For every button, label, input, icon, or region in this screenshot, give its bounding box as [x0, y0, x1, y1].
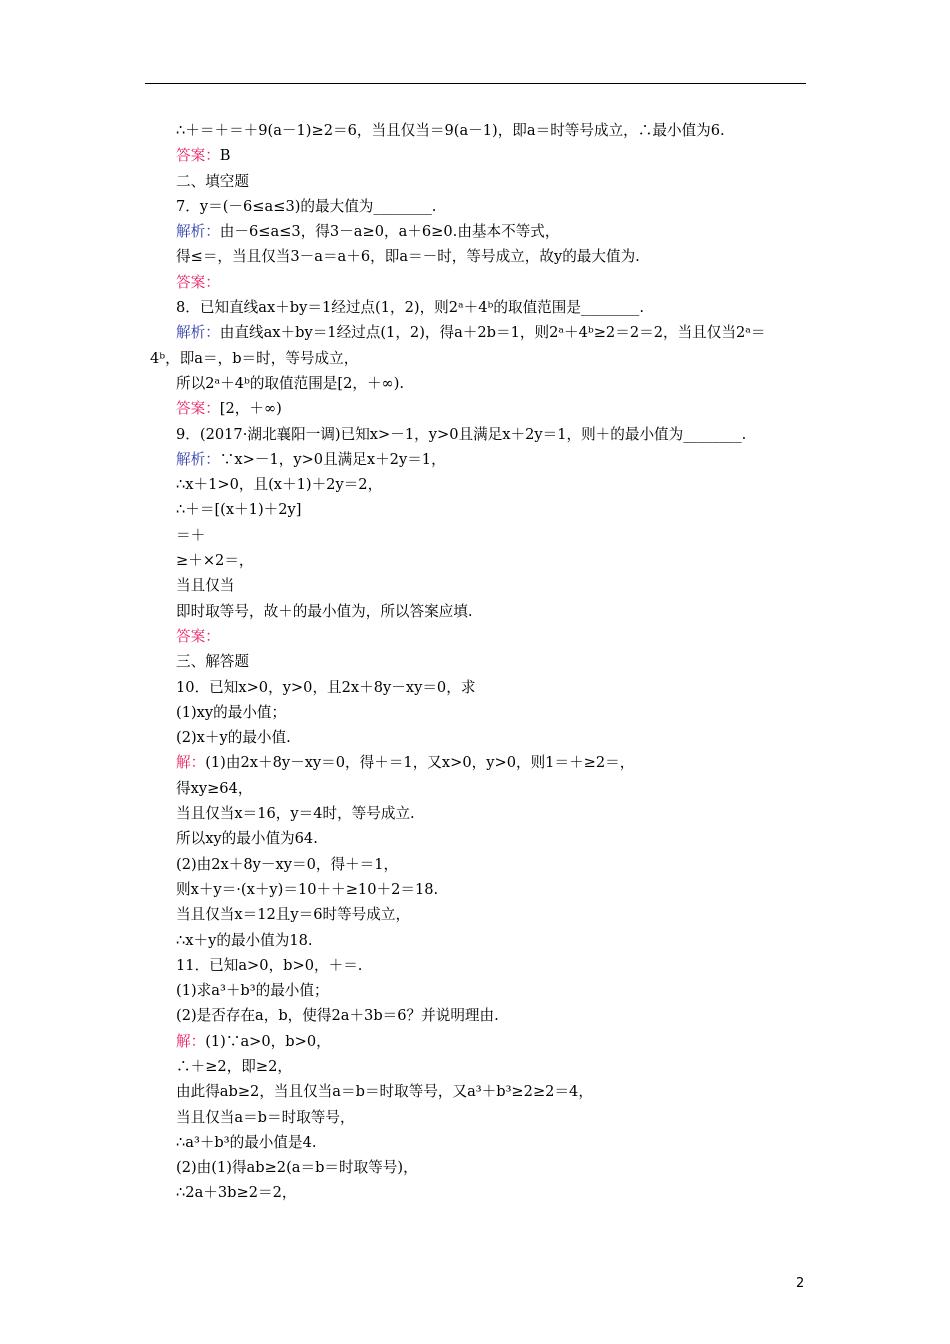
line-text: (2)由2x＋8y－xy＝0，得＋＝1，: [176, 855, 399, 873]
line-text: 11．已知a>0，b>0，＋＝.: [176, 956, 363, 974]
answer-label: 解：: [176, 754, 206, 772]
text-line: [150, 1029, 810, 1054]
text-line: [150, 649, 810, 674]
page-number: 2: [796, 1276, 805, 1291]
line-text: (1)∵a>0，b>0，: [205, 1032, 331, 1050]
text-line: [150, 422, 810, 447]
line-text: 二、填空题: [176, 172, 249, 190]
line-text: (1)由2x＋8y－xy＝0，得＋＝1，又x>0，y>0，则1＝＋≥2＝，: [205, 754, 635, 772]
text-line: [150, 320, 810, 345]
text-line: [150, 902, 810, 927]
line-text: 当且仅当x＝16，y＝4时，等号成立.: [176, 805, 415, 823]
line-text: ∴x＋y的最小值为18.: [176, 931, 313, 949]
text-line: [150, 1155, 810, 1180]
text-line: [150, 852, 810, 877]
answer-label: 解析：: [176, 324, 220, 342]
line-text: 8．已知直线ax＋by＝1经过点(1，2)，则2ᵃ＋4ᵇ的取值范围是________.: [176, 299, 644, 317]
text-line: [150, 826, 810, 851]
line-text: ∴a³＋b³的最小值是4.: [176, 1133, 317, 1151]
line-text: ∴＋＝[(x＋1)＋2y]: [176, 501, 302, 519]
text-line: [150, 1130, 810, 1155]
line-text: 由直线ax＋by＝1经过点(1，2)，得a＋2b＝1，则2ᵃ＋4ᵇ≥2＝2＝2，当且仅当2ᵃ＝: [219, 324, 766, 342]
line-text: 由此得ab≥2，当且仅当a＝b＝时取等号，又a³＋b³≥2≥2＝4，: [176, 1083, 593, 1101]
text-line: [150, 523, 810, 548]
line-text: (2)是否存在a，b，使得2a＋3b＝6？并说明理由.: [176, 1007, 499, 1025]
line-text: (1)求a³＋b³的最小值；: [176, 982, 329, 1000]
text-line: [150, 244, 810, 269]
text-line: [150, 978, 810, 1003]
line-text: ＝＋: [176, 526, 206, 544]
text-line: [150, 877, 810, 902]
text-line: [150, 169, 810, 194]
line-text: 得xy≥64，: [176, 779, 253, 797]
line-text: 则x＋y＝·(x＋y)＝10＋＋≥10＋2＝18.: [176, 880, 439, 898]
text-line: [150, 194, 810, 219]
answer-label: 答案：: [176, 627, 220, 645]
text-line: [150, 548, 810, 573]
text-line: [150, 1054, 810, 1079]
line-text: ∴＋≥2，即≥2，: [176, 1057, 292, 1075]
text-line: [150, 447, 810, 472]
line-text: 当且仅当: [176, 577, 235, 595]
text-line: [150, 497, 810, 522]
text-line: [150, 371, 810, 396]
text-line: [150, 295, 810, 320]
text-line: [150, 573, 810, 598]
text-line: [150, 725, 810, 750]
text-line: [150, 928, 810, 953]
line-text: 9．(2017·湖北襄阳一调)已知x>－1，y>0且满足x＋2y＝1，则＋的最小值为________.: [176, 425, 747, 443]
line-text: B: [219, 147, 231, 165]
line-text: 三、解答题: [176, 653, 249, 671]
header-rule: [145, 83, 806, 84]
text-line: [150, 472, 810, 497]
line-text: 即时取等号，故＋的最小值为，所以答案应填.: [176, 602, 473, 620]
text-line: [150, 953, 810, 978]
text-line: [150, 675, 810, 700]
text-line: [150, 776, 810, 801]
text-line: [150, 396, 810, 421]
line-text: ∴x＋1>0，且(x＋1)＋2y＝2，: [176, 476, 383, 494]
line-text: 所以2ᵃ＋4ᵇ的取值范围是[2，＋∞).: [176, 374, 405, 392]
text-line: [150, 270, 810, 295]
line-text: 7．y＝(－6≤a≤3)的最大值为________.: [176, 197, 437, 215]
text-line: [150, 1079, 810, 1104]
line-text: (1)xy的最小值；: [176, 703, 287, 721]
answer-label: 答案：: [176, 147, 220, 165]
line-text: ≥＋×2＝，: [176, 552, 254, 570]
line-text: 所以xy的最小值为64.: [176, 830, 318, 848]
answer-label: 答案：: [176, 400, 220, 418]
line-text: 当且仅当a＝b＝时取等号，: [176, 1108, 355, 1126]
text-line: [150, 750, 810, 775]
line-text: 4ᵇ，即a＝，b＝时，等号成立，: [150, 349, 359, 367]
text-line: [150, 1003, 810, 1028]
line-text: ∴＋＝＋＝＋9(a－1)≥2＝6，当且仅当＝9(a－1)，即a＝时等号成立，∴最小值为6.: [176, 122, 725, 139]
line-text: (2)x＋y的最小值.: [176, 729, 291, 747]
answer-label: 解析：: [176, 223, 220, 241]
text-line: [150, 143, 810, 168]
line-text: [2，＋∞): [219, 400, 282, 418]
text-line: [150, 346, 810, 371]
answer-label: 解：: [176, 1032, 206, 1050]
line-text: 10．已知x>0，y>0，且2x＋8y－xy＝0，求: [176, 678, 476, 696]
text-line: [150, 624, 810, 649]
answer-label: 答案：: [176, 273, 220, 291]
document-body: [150, 118, 810, 1206]
text-line: [150, 1180, 810, 1205]
text-line: [150, 700, 810, 725]
line-text: 当且仅当x＝12且y＝6时等号成立，: [176, 906, 411, 924]
line-text: (2)由(1)得ab≥2(a＝b＝时取等号)，: [176, 1159, 418, 1177]
line-text: ∵x>－1，y>0且满足x＋2y＝1，: [219, 450, 446, 468]
line-text: 由－6≤a≤3，得3－a≥0，a＋6≥0.由基本不等式，: [219, 223, 560, 241]
text-line: [150, 219, 810, 244]
text-line: [150, 118, 810, 143]
answer-label: 解析：: [176, 450, 220, 468]
text-line: [150, 1105, 810, 1130]
line-text: ∴2a＋3b≥2＝2，: [176, 1184, 297, 1202]
line-text: 得≤＝，当且仅当3－a＝a＋6，即a＝－时，等号成立，故y的最大值为.: [176, 248, 640, 266]
text-line: [150, 599, 810, 624]
text-line: [150, 801, 810, 826]
